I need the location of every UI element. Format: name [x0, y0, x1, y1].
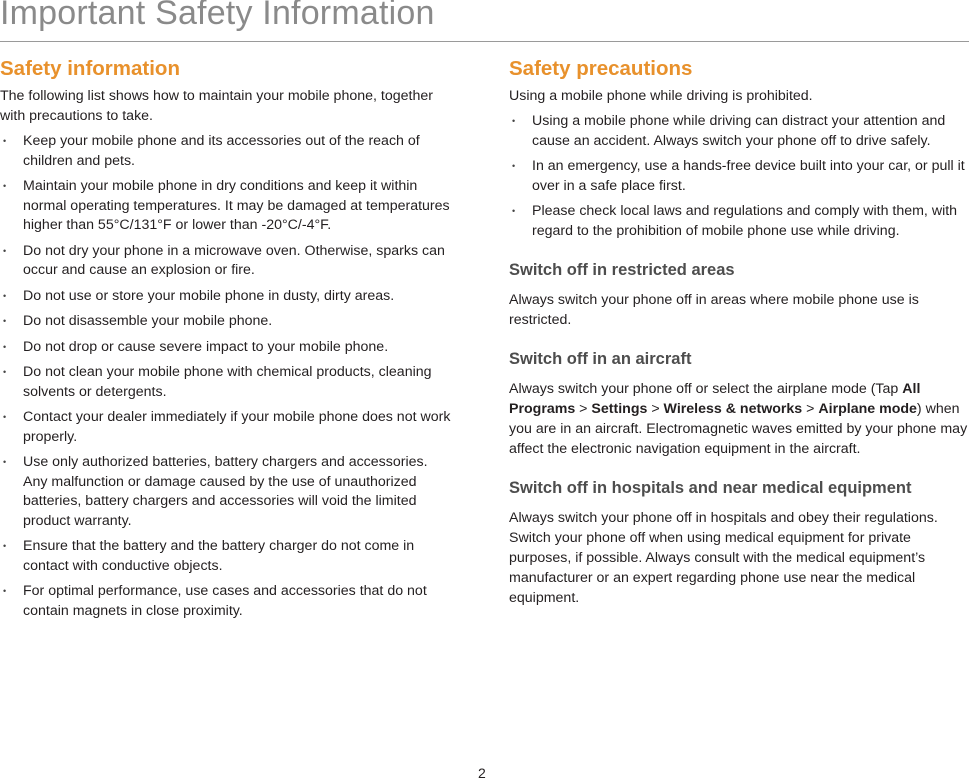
menu-path-all-programs: All Programs — [509, 381, 921, 417]
safety-precautions-column — [509, 55, 969, 608]
list-item: • For optimal performance, use cases and accessories that do not contain magnets in close proximity. — [3, 583, 427, 619]
hospitals-text: Always switch your phone off in hospitals and obey their regulations. Switch your phone off when using medical equipment for private purposes, if possible. Always consult with the medical equipment’s manufacturer or an expert regarding phone use near the medical equipment. — [509, 510, 938, 606]
safety-information-list — [0, 132, 452, 621]
list-item: • Use only authorized batteries, battery chargers and accessories. Any malfunction or damage caused by the use of unauthorized batteries, battery chargers and accessories will void the limited product warranty. — [3, 454, 428, 529]
bullet-icon: • — [3, 341, 7, 352]
list-item: • Do not use or store your mobile phone in dusty, dirty areas. — [0, 287, 452, 307]
bullet-icon: • — [3, 412, 7, 422]
bullet-icon: • — [3, 290, 7, 301]
list-item: • Please check local laws and regulations and comply with them, with regard to the prohibition of mobile phone use while driving. — [512, 203, 958, 239]
list-item: • Ensure that the battery and the battery charger do not come in contact with conductive objects. — [3, 538, 415, 574]
list-item: • Do not clean your mobile phone with chemical products, cleaning solvents or detergents. — [3, 364, 432, 400]
menu-path-airplane-mode: Airplane mode — [818, 401, 917, 417]
safety-information-heading: Safety information — [0, 57, 180, 80]
list-item: • Do not dry your phone in a microwave oven. Otherwise, sparks can occur and cause an explosion or fire. — [3, 242, 445, 278]
list-item: • In an emergency, use a hands-free device built into your car, or pull it over in a safe place first. — [512, 158, 965, 194]
list-item: • Contact your dealer immediately if your mobile phone does not work properly. — [3, 409, 451, 445]
menu-path-settings: Settings — [591, 401, 648, 417]
list-item: • Using a mobile phone while driving can distract your attention and cause an accident. Always switch your phone off to drive safely. — [512, 113, 946, 149]
bullet-icon: • — [512, 161, 516, 171]
safety-precautions-intro: Using a mobile phone while driving is prohibited. — [509, 88, 813, 104]
bullet-icon: • — [3, 586, 7, 596]
bullet-icon: • — [3, 245, 7, 256]
title-divider — [0, 41, 969, 42]
restricted-areas-text: Always switch your phone off in areas where mobile phone use is restricted. — [509, 292, 919, 328]
bullet-icon: • — [3, 181, 7, 191]
list-item: • Maintain your mobile phone in dry conditions and keep it within normal operating temperatures. It may be damaged at temperatures higher than 55°C/131°F or lower than -20°C/-4°F. — [3, 178, 450, 233]
bullet-icon: • — [512, 206, 516, 216]
menu-path-wireless-networks: Wireless & networks — [663, 401, 803, 417]
page-title: Important Safety Information — [0, 0, 435, 32]
bullet-icon: • — [3, 457, 7, 467]
page-number: 2 — [478, 765, 486, 781]
hospitals-heading: Switch off in hospitals and near medical equipment — [509, 479, 912, 497]
bullet-icon: • — [3, 367, 7, 377]
bullet-icon: • — [3, 136, 7, 146]
list-item: • Keep your mobile phone and its accessories out of the reach of children and pets. — [3, 133, 420, 169]
bullet-icon: • — [3, 541, 7, 551]
bullet-icon: • — [3, 316, 7, 326]
aircraft-heading: Switch off in an aircraft — [509, 350, 692, 368]
aircraft-text: Always switch your phone off or select the airplane mode (Tap All Programs > Settings > Wireless & networks > Airplane mode) when you are in an aircraft. Electromagnetic waves emitted by your phone may affect the electronic navigation equipment in the aircraft. — [509, 381, 968, 457]
safety-precautions-heading: Safety precautions — [509, 57, 693, 80]
list-item: • Do not disassemble your mobile phone. — [0, 312, 452, 332]
safety-precautions-list — [509, 112, 969, 241]
list-item: • Do not drop or cause severe impact to your mobile phone. — [0, 338, 452, 358]
restricted-areas-heading: Switch off in restricted areas — [509, 261, 735, 279]
bullet-icon: • — [512, 116, 516, 126]
safety-information-intro: The following list shows how to maintain your mobile phone, together with precautions to take. — [0, 88, 433, 124]
safety-information-column — [0, 55, 452, 627]
